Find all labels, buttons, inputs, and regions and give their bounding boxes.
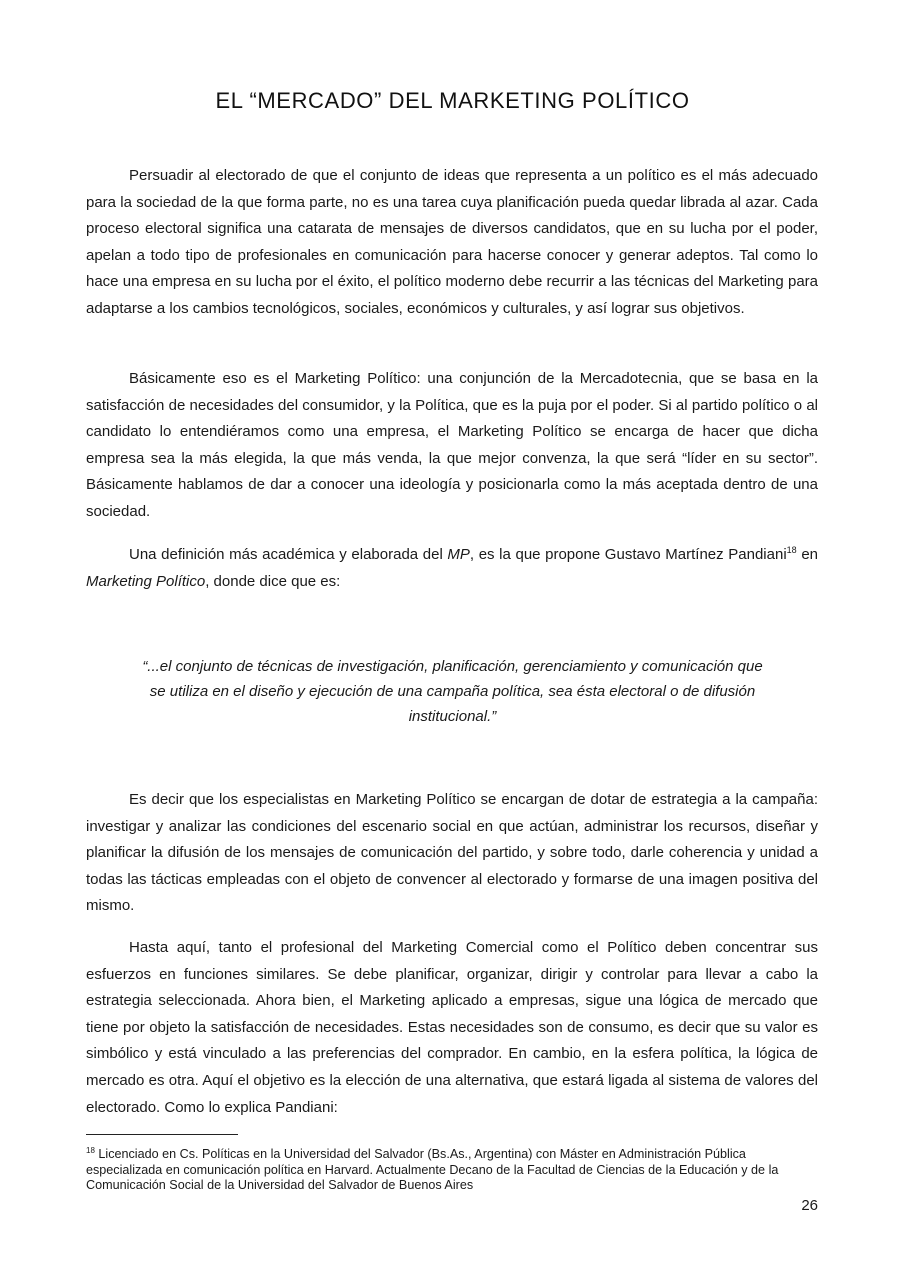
footnote-reference[interactable]: 18 [786,545,797,555]
footnote-separator [86,1134,238,1135]
page-number: 26 [801,1197,818,1214]
book-title: Marketing Político [86,572,206,590]
text: , donde dice que es: [205,572,341,590]
text: , es la que propone Gustavo Martínez Pandiani [469,546,787,563]
paragraph-5: Hasta aquí, tanto el profesional del Marketing Comercial como el Político deben concentrar sus esfuerzos en funciones similares. Se debe planificar, organizar, dirigir y controlar para llevar a cabo la estrategia seleccionada. Ahora bien, el Marketing aplicado a empresas, sigue una lógica de mercado que tiene por objeto la satisfacción de necesidades. Estas necesidades son de consumo, es decir que su valor es simbólico y está vinculado a las preferencias del comprador. En cambio, en la esfera política, la lógica de mercado es otra. Aquí el objetivo es la elección de una alternativa, que estará ligada al sistema de valores del electorado. Como lo explica Pandiani: [86,939,818,1116]
paragraph-4: Es decir que los especialistas en Marketing Político se encargan de dotar de estrategia a la campaña: investigar y analizar las condiciones del escenario social en que actúan, administrar los recursos, diseñar y planificar la difusión de los mensajes de comunicación del partido, y sobre todo, darle coherencia y unidad a todas las tácticas empleadas con el objeto de convencer al electorado y formarse de una imagen positiva del mismo. [86,791,818,915]
footnote [86,1147,821,1194]
footnote-text: Licenciado en Cs. Políticas en la Universidad del Salvador (Bs.As., Argentina) con Máster en Administración Pública especializada en comunicación política en Harvard. Actualmente Decano de la Facultad de Ciencias de la Educación y de la Comunicación Social de la Universidad del Salvador de Buenos Aires [86,1147,779,1193]
paragraph-1: Persuadir al electorado de que el conjunto de ideas que representa a un político es el más adecuado para la sociedad de la que forma parte, no es una tarea cuya planificación pueda quedar librada al azar. Cada proceso electoral significa una catarata de mensajes de diversos candidatos, que en su lucha por el poder, apelan a todo tipo de profesionales en comunicación para hacerse conocer y generar adeptos. Tal como lo hace una empresa en su lucha por el éxito, el político moderno debe recurrir a las técnicas del Marketing para adaptarse a los cambios tecnológicos, sociales, económicos y culturales, y así lograr sus objetivos. [86,167,818,317]
footnote-number: 18 [86,1145,95,1155]
paragraph-2: Básicamente eso es el Marketing Político: una conjunción de la Mercadotecnia, que se basa en la satisfacción de necesidades del consumidor, y la Política, que es la puja por el poder. Si al partido político o al candidato lo entendiéramos como una empresa, el Marketing Político se encarga de hacer que dicha empresa sea la más elegida, la que más venda, la que mejor convenza, la que será “líder en su sector”. Básicamente hablamos de dar a conocer una ideología y posicionarla como la más aceptada dentro de una sociedad. [86,370,818,520]
mp-abbreviation: MP [447,546,470,563]
text: Una definición más académica y elaborada del [129,546,448,563]
block-quote: “...el conjunto de técnicas de investigación, planificación, gerenciamiento y comunicación que se utiliza en el diseño y ejecución de una campaña política, sea ésta electoral o de difusión institucional.” [142,658,763,725]
text: en [796,546,819,563]
page-title: EL “MERCADO” DEL MARKETING POLÍTICO [215,88,690,113]
paragraph-3 [86,542,818,595]
